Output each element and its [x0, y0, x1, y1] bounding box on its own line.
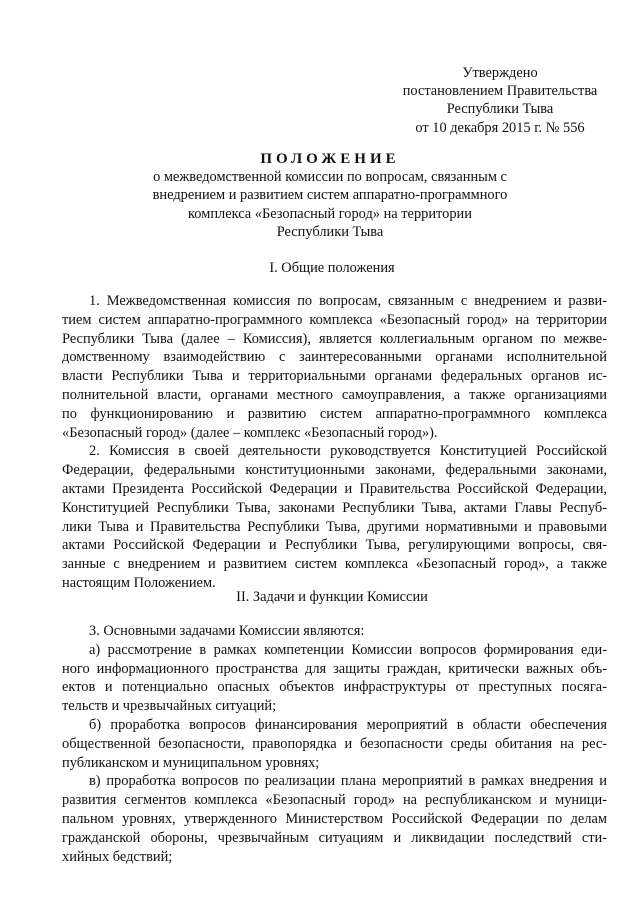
text-line: актами Президента Российской Федерации и Правительства Российской Федерации,	[62, 480, 607, 497]
approval-block	[395, 64, 605, 137]
text-line: настоящим Положением.	[62, 574, 216, 591]
text-line: занные с внедрением и развитием систем комплекса «Безопасный город», а также	[62, 556, 607, 573]
text-line: гражданской обороны, чрезвычайным ситуациям и ликвидации последствий сти-	[62, 829, 607, 846]
document-title	[118, 150, 542, 241]
text-line: Конституцией Республики Тыва, законами Республики Тыва, актами Главы Респуб-	[62, 499, 607, 516]
section-body	[62, 622, 607, 866]
text-line: публиканском и муниципальном уровнях;	[62, 754, 320, 771]
text-line: 1. Межведомственная комиссия по вопросам, связанным с внедрением и разви-	[89, 293, 607, 309]
text-line: развития сегментов комплекса «Безопасный город» на республиканском и муници-	[62, 792, 607, 809]
text-line: тием систем аппаратно-программного комплекса «Безопасный город» на территории	[62, 311, 607, 328]
page-title: ПОЛОЖЕНИЕ	[260, 151, 400, 167]
text-line: лики Тыва и Правительства Республики Тыва, другими нормативными и правовыми	[62, 518, 607, 535]
text-line: пальном уровнях, утвержденного Министерством Российской Федерации по делам	[62, 810, 607, 827]
text-line: ектов и потенциально опасных объектов инфраструктуры от преступных посяга-	[62, 679, 607, 696]
section-heading: I. Общие положения	[269, 260, 395, 276]
text-line: по функционированию и развитию систем аппаратно-программного комплекса	[62, 405, 607, 422]
approval-line: Утверждено	[462, 65, 538, 81]
text-line: власти Республики Тыва и территориальными органами федеральных органов ис-	[62, 368, 607, 385]
title-subline: комплекса «Безопасный город» на территории	[188, 205, 472, 222]
text-line: Федерации, федеральными конституционными законами, федеральными законами,	[62, 462, 607, 479]
text-line: Республики Тыва (далее – Комиссия), является коллегиальным органом по межве-	[62, 330, 607, 347]
text-line: «Безопасный город» (далее – комплекс «Безопасный город»).	[62, 424, 438, 441]
approval-line: постановлением Правительства	[402, 83, 598, 100]
text-line: 2. Комиссия в своей деятельности руководствуется Конституцией Российской	[89, 443, 607, 460]
text-line: 3. Основными задачами Комиссии являются:	[89, 623, 365, 639]
section-body	[62, 292, 607, 593]
text-line: а) рассмотрение в рамках компетенции Комиссии вопросов формирования еди-	[89, 641, 607, 658]
approval-line: от 10 декабря 2015 г. № 556	[415, 119, 585, 136]
text-line: ного информационного пространства для защиты граждан, критически важных объ-	[62, 660, 607, 677]
text-line: хийных бедствий;	[62, 848, 173, 865]
text-line: б) проработка вопросов финансирования мероприятий в области обеспечения	[89, 716, 607, 733]
text-line: актами Российской Федерации и Республики Тыва, регулирующими вопросы, свя-	[62, 537, 607, 554]
text-line: домственному взаимодействию с заинтересованными органами исполнительной	[62, 349, 607, 366]
text-line: общественной безопасности, правопорядка и безопасности среды обитания на рес-	[62, 735, 607, 752]
approval-line: Республики Тыва	[446, 101, 554, 118]
text-line: тельств и чрезвычайных ситуаций;	[62, 698, 277, 715]
text-line: в) проработка вопросов по реализации плана мероприятий в рамках внедрения и	[89, 773, 607, 790]
title-subline: о межведомственной комиссии по вопросам, связанным с	[153, 169, 507, 186]
title-subline: внедрением и развитием систем аппаратно-программного	[152, 187, 508, 204]
text-line: полнительной власти, органами местного самоуправления, а также организациями	[62, 386, 607, 403]
title-subline: Республики Тыва	[276, 223, 384, 240]
section-heading: II. Задачи и функции Комиссии	[236, 589, 428, 605]
